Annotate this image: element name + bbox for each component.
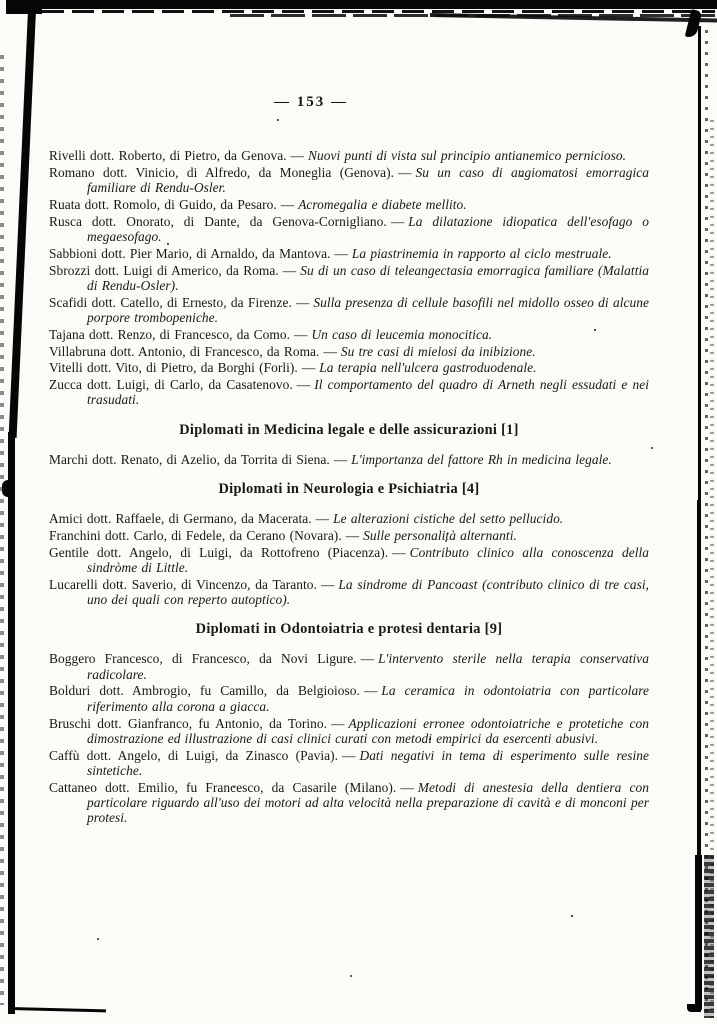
graduate-name: Tajana dott. Renzo, di Francesco, da Como. — [49, 326, 290, 342]
em-dash-separator: — — [334, 245, 348, 261]
em-dash-separator: — — [331, 715, 345, 731]
em-dash-separator: — — [392, 544, 406, 560]
thesis-title: La piastrinemia in rapporto al ciclo mestruale. — [351, 245, 612, 261]
thesis-title: Su un caso di angiomatosi emorragica familiare di Rendu-Osler. — [87, 164, 649, 196]
scan-artifact-right-edge-line — [695, 855, 702, 1010]
entry — [49, 360, 649, 375]
thesis-title: La dilatazione idiopatica dell'esofago o megaesofago. — [87, 213, 650, 244]
thesis-title: L'intervento sterile nella terapia conservativa radicolare. — [87, 651, 649, 682]
graduate-name: Romano dott. Vinicio, di Alfredo, da Moneglia (Genova). — [49, 164, 395, 180]
em-dash-separator: — — [390, 213, 405, 229]
entry — [49, 452, 649, 467]
graduate-name: Bolduri dott. Ambrogio, fu Camillo, da Belgioioso. — [49, 683, 360, 699]
section-heading-neurologia: Diplomati in Neurologia e Psichiatria [4] — [218, 481, 480, 498]
graduate-name: Villabruna dott. Antonio, di Francesco, da Roma. — [49, 343, 320, 359]
scan-artifact-right-edge-line — [697, 500, 701, 860]
scan-artifact-right-edge-line — [698, 26, 701, 506]
section-heading-medicina-legale: Diplomati in Medicina legale e delle assicurazioni [1] — [179, 421, 519, 438]
entry — [49, 197, 649, 212]
entry — [49, 327, 649, 342]
graduate-name: Rusca dott. Onorato, di Dante, da Genova-Cornigliano. — [49, 213, 387, 229]
em-dash-separator: — — [280, 196, 295, 212]
text-block — [49, 94, 649, 827]
scan-artifact-bottom-left-line — [10, 1007, 106, 1012]
entry — [49, 748, 649, 779]
em-dash-separator: — — [345, 527, 360, 543]
thesis-title: Applicazioni erronee odontoiatriche e protetiche con dimostrazione ed illustrazione di casi clinici curati con metodi empirici da esercenti abusivi. — [87, 715, 649, 746]
section-heading-odontoiatria: Diplomati in Odontoiatria e protesi dentaria [9] — [195, 621, 503, 638]
page-number: — 153 — — [274, 94, 348, 110]
thesis-title: Il comportamento del quadro di Arneth negli essudati e nei trasudati. — [87, 377, 649, 408]
graduate-name: Gentile dott. Angelo, di Luigi, da Rottofreno (Piacenza). — [49, 544, 389, 560]
section-medicina-legale — [49, 422, 649, 467]
em-dash-separator: — — [290, 148, 305, 163]
em-dash-separator: — — [398, 164, 412, 180]
thesis-title: La terapia nell'ulcera gastroduodenale. — [319, 360, 537, 376]
graduate-name: Franchini dott. Carlo, di Fedele, da Cerano (Novara). — [49, 527, 342, 543]
entry — [49, 683, 649, 714]
section-odontoiatria — [49, 621, 649, 825]
em-dash-separator: — — [293, 326, 308, 342]
thesis-title: La sindrome di Pancoast (contributo clinico di tre casi, uno dei quali con reperto autoptico). — [87, 576, 650, 608]
thesis-title: Dati negativi in tema di esperimento sulle resine sintetiche. — [87, 747, 649, 778]
graduate-name: Sbrozzi dott. Luigi di Americo, da Roma. — [49, 262, 279, 278]
em-dash-separator: — — [342, 747, 356, 763]
thesis-title: Sulle personalità alternanti. — [363, 527, 517, 543]
thesis-title: Sulla presenza di cellule basofili nel midollo osseo di alcune porpore trombopeniche. — [87, 294, 649, 325]
entry — [49, 165, 649, 196]
scan-artifact-bottom-right-foot — [687, 1004, 701, 1012]
graduate-name: Boggero Francesco, di Francesco, da Novi Ligure. — [49, 651, 357, 667]
thesis-title: Nuovi punti di vista sul principio antianemico pernicioso. — [308, 148, 626, 163]
graduate-name: Vitelli dott. Vito, di Pietro, da Borghi (Forli). — [49, 360, 298, 376]
entry — [49, 214, 649, 245]
em-dash-separator: — — [301, 360, 316, 376]
graduate-name: Marchi dott. Renato, di Azelio, da Torrita di Siena. — [49, 451, 330, 467]
entry — [49, 545, 649, 576]
graduate-name: Amici dott. Raffaele, di Germano, da Macerata. — [49, 511, 312, 527]
entry — [49, 511, 649, 526]
entry — [49, 577, 649, 608]
scan-artifact-left-binding-upper — [9, 10, 36, 438]
em-dash-separator: — — [295, 294, 310, 310]
entry — [49, 263, 649, 294]
thesis-title: Un caso di leucemia monocitica. — [311, 326, 493, 342]
graduate-name: Ruata dott. Romolo, di Guido, da Pesaro. — [49, 196, 277, 212]
thesis-title: Su di un caso di teleangectasia emorragica familiare (Malattia di Rendu-Osler). — [87, 262, 649, 293]
thesis-title: L'importanza del fattore Rh in medicina legale. — [351, 451, 612, 467]
entry — [49, 377, 649, 408]
entry — [49, 295, 649, 326]
scan-artifact-right-noise-dense — [704, 855, 714, 1018]
scan-artifact-left-noise — [0, 55, 4, 1005]
em-dash-separator: — — [323, 343, 337, 359]
entry — [49, 780, 649, 826]
thesis-title: Su tre casi di mielosi da inibizione. — [340, 343, 536, 359]
entry — [49, 148, 649, 163]
graduate-name: Sabbioni dott. Pier Mario, di Arnaldo, da Mantova. — [49, 245, 331, 261]
graduate-name: Rivelli dott. Roberto, di Pietro, da Genova. — [49, 148, 287, 163]
thesis-title: Acromegalia e diabete mellito. — [298, 196, 467, 212]
graduate-name: Bruschi dott. Gianfranco, fu Antonio, da Torino. — [49, 715, 328, 731]
scan-artifact-top-left-block — [6, 0, 42, 14]
em-dash-separator: — — [363, 683, 378, 699]
scan-dust-specks — [0, 0, 2, 2]
scan-artifact-top-edge — [6, 0, 717, 9]
graduate-name: Cattaneo dott. Emilio, fu Francesco, da Casarile (Milano). — [49, 779, 397, 795]
em-dash-separator: — — [333, 451, 348, 467]
entry — [49, 651, 649, 682]
graduate-name: Lucarelli dott. Saverio, di Vincenzo, da Taranto. — [49, 576, 317, 592]
scan-artifact-left-binding-lower — [8, 432, 15, 1014]
em-dash-separator: — — [296, 377, 311, 393]
em-dash-separator: — — [400, 779, 414, 795]
section-medicina-continuation — [49, 148, 649, 408]
thesis-title: La ceramica in odontoiatria con particolare riferimento alla corona a giacca. — [87, 683, 649, 714]
entry — [49, 528, 649, 543]
em-dash-separator: — — [320, 576, 335, 592]
graduate-name: Scafidi dott. Catello, di Ernesto, da Firenze. — [49, 294, 292, 310]
graduate-name: Caffù dott. Angelo, di Luigi, da Zinasco (Pavia). — [49, 747, 339, 763]
entry — [49, 246, 649, 261]
em-dash-separator: — — [282, 262, 297, 278]
thesis-title: Contributo clinico alla conoscenza della sindròme di Little. — [87, 544, 649, 575]
graduate-name: Zucca dott. Luigi, di Carlo, da Casatenovo. — [49, 377, 293, 393]
thesis-title: Le alterazioni cistiche del setto pellucido. — [333, 511, 564, 527]
thesis-title: Metodi di anestesia della dentiera con particolare riguardo all'uso dei motori ad alta velocità nella preparazione di cavità e di monconi per protesi. — [87, 779, 649, 826]
em-dash-separator: — — [315, 511, 330, 527]
entry — [49, 344, 649, 359]
scan-artifact-top-dashes — [42, 10, 715, 13]
section-neurologia-psichiatria — [49, 481, 649, 607]
em-dash-separator: — — [360, 651, 375, 667]
entry — [49, 716, 649, 747]
